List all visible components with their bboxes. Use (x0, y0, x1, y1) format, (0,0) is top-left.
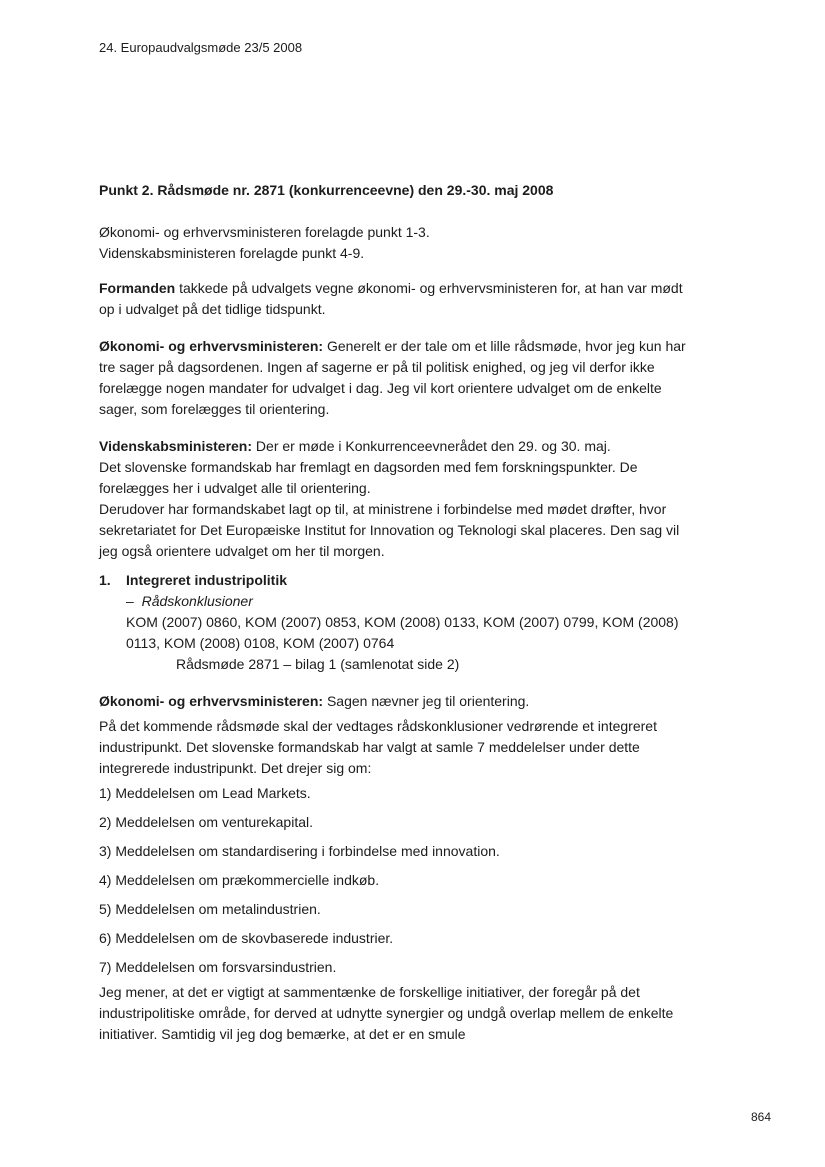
paragraph-videnskabsminister (99, 436, 696, 457)
agenda-item-subline (126, 591, 696, 612)
paragraph-slovenske-formandskab: Det slovenske formandskab har fremlagt en dagsorden med fem forskningspunkter. De forelægges her i udvalget alle til orientering. (99, 459, 638, 496)
paragraph-text: takkede på udvalgets vegne økonomi- og erhvervsministeren for, at han var mødt op i udvalget på det tidlige tidspunkt. (99, 280, 683, 317)
meddelelse-item: 7) Meddelelsen om forsvarsindustrien. (99, 959, 337, 975)
intro-line-2: Videnskabsministeren forelagde punkt 4-9. (99, 245, 365, 261)
paragraph-derudover: Derudover har formandskabet lagt op til, at ministrene i forbindelse med mødet drøfter, hvor sekretariatet for Det Europæiske Institut for Innovation og Teknologi skal placeres. Den sag vil jeg også orientere udvalget om her til morgen. (99, 501, 680, 559)
meddelelse-item: 2) Meddelelsen om venturekapital. (99, 814, 314, 830)
paragraph-text: Sagen nævner jeg til orientering. (323, 693, 530, 709)
meddelelse-item: 4) Meddelelsen om prækommercielle indkøb. (99, 872, 380, 888)
meddelelse-item: 5) Meddelelsen om metalindustrien. (99, 901, 321, 917)
meddelelse-item: 3) Meddelelsen om standardisering i forbindelse med innovation. (99, 843, 500, 859)
paragraph-formanden (99, 278, 696, 320)
bilag-reference: Rådsmøde 2871 – bilag 1 (samlenotat side 2) (176, 656, 460, 672)
paragraph-text: Der er møde i Konkurrenceevnerådet den 29. og 30. maj. (252, 438, 611, 454)
section-heading: Punkt 2. Rådsmøde nr. 2871 (konkurrenceevne) den 29.-30. maj 2008 (99, 182, 554, 198)
dash: – (126, 593, 134, 609)
speaker-name: Formanden (99, 280, 176, 296)
paragraph-oekonomi-minister-2 (99, 691, 696, 712)
speaker-name: Økonomi- og erhvervsministeren: (99, 693, 324, 709)
document-content (99, 180, 696, 1045)
agenda-item-subline-text: Rådskonklusioner (141, 593, 253, 609)
intro-line-1: Økonomi- og erhvervsministeren forelagde punkt 1-3. (99, 224, 430, 240)
paragraph-kommende-raadsmoede: På det kommende rådsmøde skal der vedtages rådskonklusioner vedrørende et integreret industripunkt. Det slovenske formandskab har valgt at samle 7 meddelelser under dette integrerede industripunkt. Det drejer sig om: (99, 718, 657, 776)
agenda-item-title: Integreret industripolitik (126, 572, 288, 588)
speaker-name: Videnskabsministeren: (99, 438, 253, 454)
paragraph-jeg-mener: Jeg mener, at det er vigtigt at sammentænke de forskellige initiativer, der foregår på det industripolitiske område, for derved at udnytte synergier og undgå overlap mellem de enkelte initiativer. Samtidig vil jeg dog bemærke, at det er en smule (99, 984, 674, 1042)
paragraph-oekonomi-minister-1 (99, 336, 696, 420)
page-number: 864 (751, 1110, 772, 1124)
meddelelse-item: 6) Meddelelsen om de skovbaserede industrier. (99, 930, 394, 946)
meddelelse-item: 1) Meddelelsen om Lead Markets. (99, 785, 311, 801)
speaker-name: Økonomi- og erhvervsministeren: (99, 338, 324, 354)
document-header-line: 24. Europaudvalgsmøde 23/5 2008 (99, 40, 303, 55)
paragraph-text: Generelt er der tale om et lille rådsmøde, hvor jeg kun har tre sager på dagsordenen. Ingen af sagerne er på til politisk enighed, og jeg vil derfor ikke forelægge nogen mandater for udvalget i dag. Jeg vil kort orientere udvalget om de enkelte sager, som forelægges til orientering. (99, 338, 686, 417)
kom-references: KOM (2007) 0860, KOM (2007) 0853, KOM (2008) 0133, KOM (2007) 0799, KOM (2008) 0113, KOM (2008) 0108, KOM (2007) 0764 (126, 614, 679, 651)
agenda-item-heading (99, 570, 696, 591)
agenda-item-number: 1. (99, 572, 111, 588)
agenda-item-1 (99, 570, 696, 675)
